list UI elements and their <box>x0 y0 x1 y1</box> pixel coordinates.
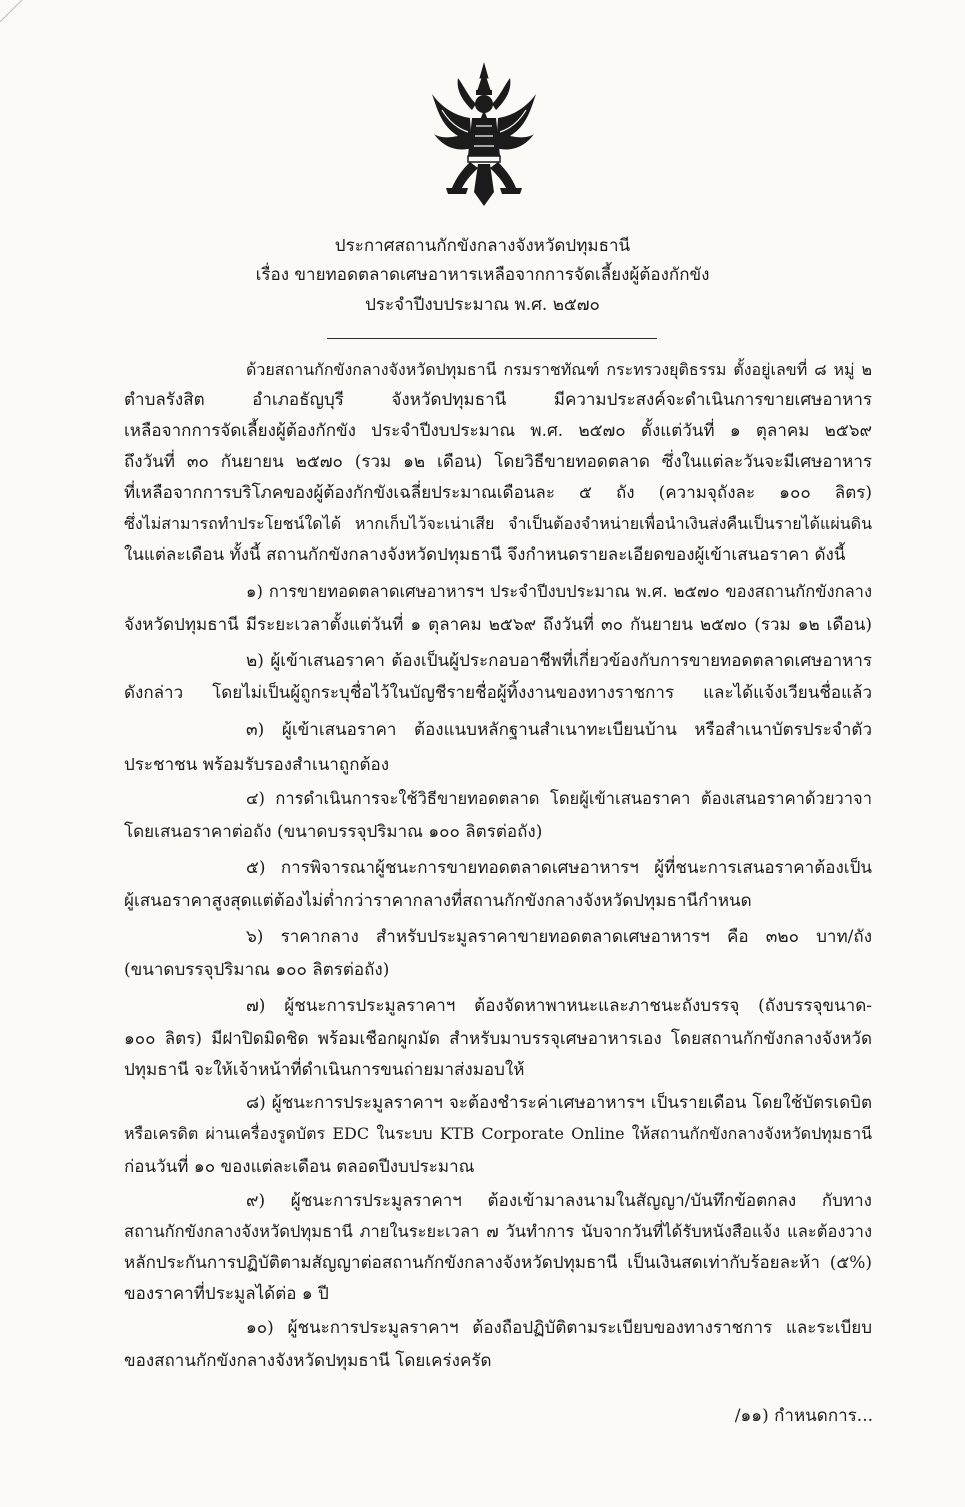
intro-line: เหลือจากการจัดเลี้ยงผู้ต้องกักขัง ประจำปีงบประมาณ พ.ศ. ๒๕๗๐ ตั้งแต่วันที่ ๑ ตุลาคม ๒๕๖๙ <box>124 421 872 441</box>
title-divider <box>327 338 657 339</box>
garuda-emblem-icon <box>428 60 540 210</box>
item-7-line: ๗) ผู้ชนะการประมูลราคาฯ ต้องจัดหาพาหนะและภาชนะถังบรรจุ (ถังบรรจุขนาด- <box>246 996 872 1016</box>
item-6-line: (ขนาดบรรจุปริมาณ ๑๐๐ ลิตรต่อถัง) <box>124 960 390 980</box>
item-2-line: ดังกล่าว โดยไม่เป็นผู้ถูกระบุชื่อไว้ในบัญชีรายชื่อผู้ทิ้งงานของทางราชการ และได้แจ้งเวียนชื่อแล้ว <box>124 683 872 703</box>
item-6-line: ๖) ราคากลาง สำหรับประมูลราคาขายทอดตลาดเศษอาหารฯ คือ ๓๒๐ บาท/ถัง <box>246 927 872 947</box>
item-9-line: ๙) ผู้ชนะการประมูลราคาฯ ต้องเข้ามาลงนามในสัญญา/บันทึกข้อตกลง กับทาง <box>246 1191 872 1211</box>
intro-line: ในแต่ละเดือน ทั้งนี้ สถานกักขังกลางจังหวัดปทุมธานี จึงกำหนดรายละเอียดของผู้เข้าเสนอราคา ดังนี้ <box>124 545 846 565</box>
item-9-line: ของราคาที่ประมูลได้ต่อ ๑ ปี <box>124 1284 329 1304</box>
item-8-line: ๘) ผู้ชนะการประมูลราคาฯ จะต้องชำระค่าเศษอาหารฯ เป็นรายเดือน โดยใช้บัตรเดบิต <box>246 1093 872 1113</box>
item-8-line: ก่อนวันที่ ๑๐ ของแต่ละเดือน ตลอดปีงบประมาณ <box>124 1157 475 1177</box>
item-5-line: ๕) การพิจารณาผู้ชนะการขายทอดตลาดเศษอาหารฯ ผู้ที่ชนะการเสนอราคาต้องเป็น <box>246 858 872 878</box>
intro-line: ด้วยสถานกักขังกลางจังหวัดปทุมธานี กรมราชทัณฑ์ กระทรวงยุติธรรม ตั้งอยู่เลขที่ ๘ หมู่ ๒ <box>246 360 872 379</box>
intro-line: ถึงวันที่ ๓๐ กันยายน ๒๕๗๐ (รวม ๑๒ เดือน) โดยวิธีขายทอดตลาด ซึ่งในแต่ละวันจะมีเศษอาหาร <box>124 452 872 472</box>
item-1-line: ๑) การขายทอดตลาดเศษอาหารฯ ประจำปีงบประมาณ พ.ศ. ๒๕๗๐ ของสถานกักขังกลาง <box>246 582 872 601</box>
item-1-line: จังหวัดปทุมธานี มีระยะเวลาตั้งแต่วันที่ ๑ ตุลาคม ๒๕๖๙ ถึงวันที่ ๓๐ กันยายน ๒๕๗๐ (รวม ๑๒ เดือน) <box>124 615 872 635</box>
item-7-line: ปทุมธานี จะให้เจ้าหน้าที่ดำเนินการขนถ่ายมาส่งมอบให้ <box>124 1060 525 1080</box>
item-5-line: ผู้เสนอราคาสูงสุดแต่ต้องไม่ต่ำกว่าราคากลางที่สถานกักขังกลางจังหวัดปทุมธานีกำหนด <box>124 891 752 911</box>
announcement-title: ประกาศสถานกักขังกลางจังหวัดปทุมธานี <box>334 236 631 256</box>
page-continuation: /๑๑) กำหนดการ... <box>734 1406 873 1426</box>
item-10-line: ของสถานกักขังกลางจังหวัดปทุมธานี โดยเคร่งครัด <box>124 1351 492 1371</box>
item-9-line: หลักประกันการปฏิบัติตามสัญญาต่อสถานกักขังกลางจังหวัดปทุมธานี เป็นเงินสดเท่ากับร้อยละห้า (๕%) <box>124 1253 872 1273</box>
item-3-line: ๓) ผู้เข้าเสนอราคา ต้องแนบหลักฐานสำเนาทะเบียนบ้าน หรือสำเนาบัตรประจำตัว <box>246 720 872 740</box>
intro-line: ซึ่งไม่สามารถทำประโยชน์ใดได้ หากเก็บไว้จะเน่าเสีย จำเป็นต้องจำหน่ายเพื่อนำเงินส่งคืนเป็นรายได้แผ่นดิน <box>124 514 872 533</box>
announcement-subject: เรื่อง ขายทอดตลาดเศษอาหารเหลือจากการจัดเลี้ยงผู้ต้องกักขัง <box>255 265 710 285</box>
item-3-line: ประชาชน พร้อมรับรองสำเนาถูกต้อง <box>124 755 390 775</box>
item-2-line: ๒) ผู้เข้าเสนอราคา ต้องเป็นผู้ประกอบอาชีพที่เกี่ยวข้องกับการขายทอดตลาดเศษอาหาร <box>246 651 872 671</box>
item-4-line: ๔) การดำเนินการจะใช้วิธีขายทอดตลาด โดยผู้เข้าเสนอราคา ต้องเสนอราคาด้วยวาจา <box>246 789 872 808</box>
item-4-line: โดยเสนอราคาต่อถัง (ขนาดบรรจุปริมาณ ๑๐๐ ลิตรต่อถัง) <box>124 822 543 842</box>
item-9-line: สถานกักขังกลางจังหวัดปทุมธานี ภายในระยะเวลา ๗ วันทำการ นับจากวันที่ได้รับหนังสือแจ้ง และต้องวาง <box>124 1222 872 1241</box>
intro-line: ที่เหลือจากการบริโภคของผู้ต้องกักขังเฉลี่ยประมาณเดือนละ ๕ ถัง (ความจุถังละ ๑๐๐ ลิตร) <box>124 483 872 503</box>
corner-crease-mark <box>0 0 40 40</box>
item-8-line: หรือเครดิต ผ่านเครื่องรูดบัตร EDC ในระบบ KTB Corporate Online ให้สถานกักขังกลางจังหวัดปทุมธานี <box>124 1124 872 1143</box>
announcement-fiscal-year: ประจำปีงบประมาณ พ.ศ. ๒๕๗๐ <box>365 295 600 315</box>
intro-line: ตำบลรังสิต อำเภอธัญบุรี จังหวัดปทุมธานี มีความประสงค์จะดำเนินการขายเศษอาหาร <box>124 390 872 410</box>
item-10-line: ๑๐) ผู้ชนะการประมูลราคาฯ ต้องถือปฏิบัติตามระเบียบของทางราชการ และระเบียบ <box>246 1318 872 1338</box>
item-7-line: ๑๐๐ ลิตร) มีฝาปิดมิดชิด พร้อมเชือกผูกมัด สำหรับมาบรรจุเศษอาหารเอง โดยสถานกักขังกลางจังหวัด <box>124 1029 872 1049</box>
